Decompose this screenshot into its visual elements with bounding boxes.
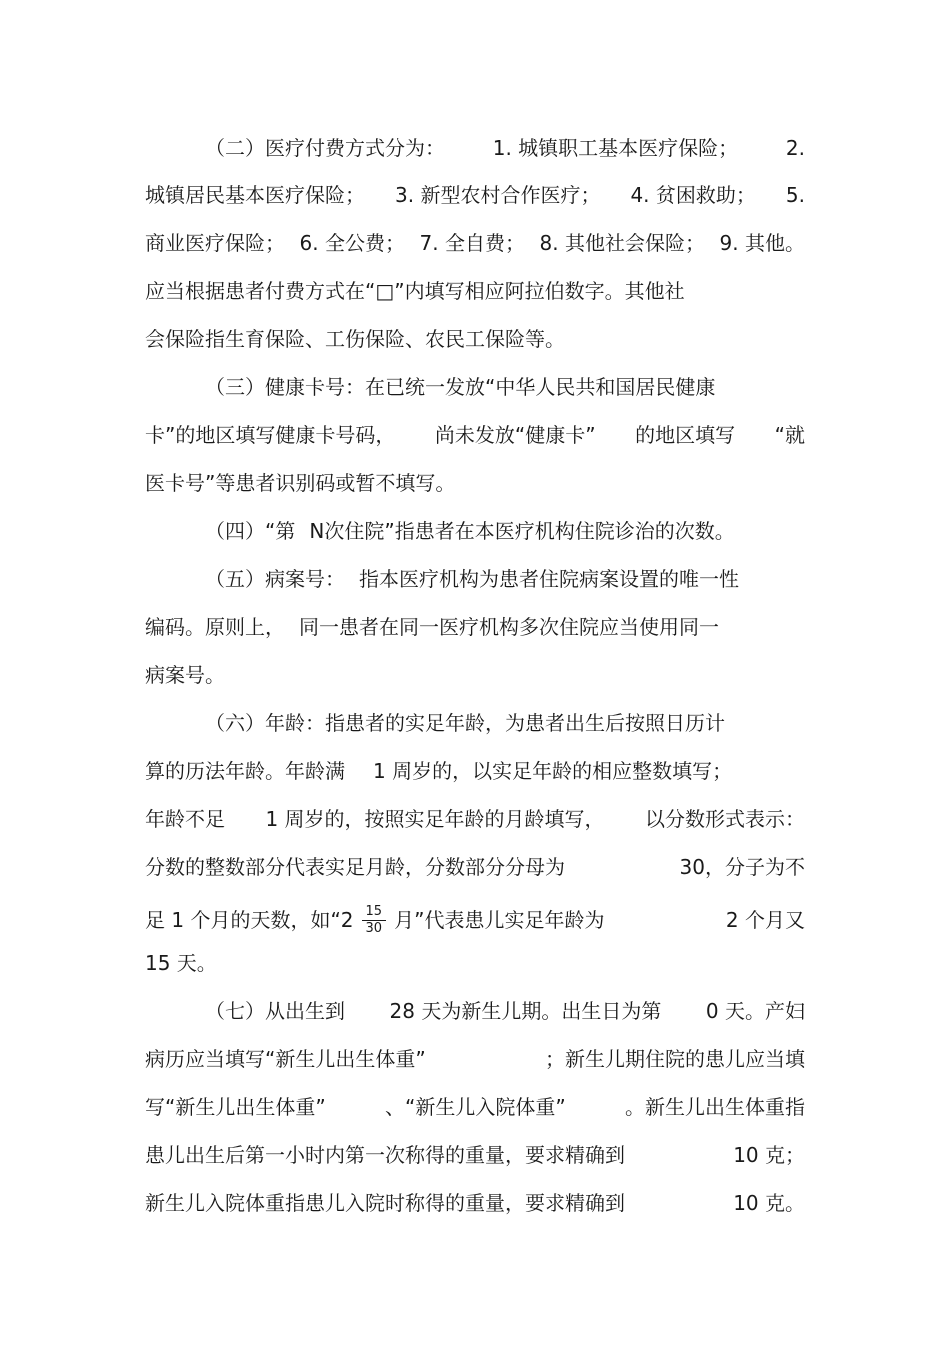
- text: 分数的整数部分代表实足月龄，分数部分分母为: [145, 855, 565, 879]
- p7-line-2: [145, 1042, 805, 1076]
- text: 写“新生儿出生体重”: [145, 1095, 326, 1119]
- p2-line-2: [145, 178, 805, 212]
- text: 年龄不足: [145, 807, 225, 831]
- p6-line-6: [145, 946, 805, 980]
- p2-line-5: [145, 322, 805, 356]
- text: 3. 新型农村合作医疗；: [395, 183, 601, 207]
- text: 算的历法年龄。年龄满: [145, 759, 345, 783]
- p5-line-1: [205, 562, 805, 596]
- text: 编码。原则上，: [145, 615, 285, 639]
- text: 1 周岁的，以实足年龄的相应整数填写；: [373, 759, 733, 783]
- text: 9. 其他。: [719, 231, 805, 255]
- text: 2.: [785, 136, 805, 160]
- p2-line-1: [205, 131, 805, 165]
- text: 月”代表患儿实足年龄为: [394, 908, 605, 932]
- text: N次住院”指患者在本医疗机构住院诊治的次数。: [309, 519, 735, 543]
- p6-line-5: [145, 898, 805, 942]
- p6-line-2: [145, 754, 805, 788]
- text: 病案号。: [145, 663, 225, 687]
- text: 新生儿入院体重指患儿入院时称得的重量，要求精确到: [145, 1191, 625, 1215]
- p5-line-3: [145, 658, 805, 692]
- p6-line-4: [145, 850, 805, 884]
- fraction-numerator: 15: [362, 904, 387, 921]
- p7-line-1: [205, 994, 805, 1028]
- p5-line-2: [145, 610, 805, 644]
- text: （六）年龄：指患者的实足年龄，为患者出生后按照日历计: [205, 711, 725, 735]
- p3-line-2: [145, 418, 805, 452]
- text: 30，分子为不: [679, 855, 805, 879]
- text: 商业医疗保险；: [145, 231, 285, 255]
- text: 卡”的地区填写健康卡号码，: [145, 423, 396, 447]
- p7-line-3: [145, 1090, 805, 1124]
- text: 1. 城镇职工基本医疗保险；: [492, 136, 739, 160]
- text: 1 周岁的，按照实足年龄的月龄填写，: [265, 807, 605, 831]
- p2-line-3: [145, 226, 805, 260]
- text: 病历应当填写“新生儿出生体重”: [145, 1047, 426, 1071]
- text: 足 1 个月的天数，如“2: [145, 908, 354, 932]
- fraction-phrase: [145, 903, 604, 937]
- p6-line-1: [205, 706, 805, 740]
- text: 4. 贫困救助；: [630, 183, 756, 207]
- text: （七）从出生到: [205, 999, 345, 1023]
- text: 7. 全自费；: [419, 231, 525, 255]
- text: 以分数形式表示：: [645, 807, 805, 831]
- fraction-denominator: 30: [365, 920, 383, 936]
- text: 医卡号”等患者识别码或暂不填写。: [145, 471, 456, 495]
- text: 。新生儿出生体重指: [625, 1095, 805, 1119]
- text: 指本医疗机构为患者住院病案设置的唯一性: [359, 567, 739, 591]
- p6-line-3: [145, 802, 805, 836]
- text: （三）健康卡号：在已统一发放“中华人民共和国居民健康: [205, 375, 716, 399]
- text: 5.: [785, 183, 805, 207]
- text: “就: [774, 423, 805, 447]
- text: 同一患者在同一医疗机构多次住院应当使用同一: [299, 615, 719, 639]
- text: 8. 其他社会保险；: [539, 231, 705, 255]
- p3-line-3: [145, 466, 805, 500]
- text: 6. 全公费；: [299, 231, 405, 255]
- text: 患儿出生后第一小时内第一次称得的重量，要求精确到: [145, 1143, 625, 1167]
- text: 0 天。产妇: [705, 999, 805, 1023]
- p4-line-1: [205, 514, 805, 548]
- text: （四）“第: [205, 519, 296, 543]
- text: 应当根据患者付费方式在“□”内填写相应阿拉伯数字。其他社: [145, 279, 685, 303]
- p2-line-4: [145, 274, 805, 308]
- text: 尚未发放“健康卡”: [434, 423, 596, 447]
- text: 15 天。: [145, 951, 217, 975]
- fraction: [362, 904, 387, 937]
- p3-line-1: [205, 370, 805, 404]
- text: 28 天为新生儿期。出生日为第: [389, 999, 662, 1023]
- text: 城镇居民基本医疗保险；: [145, 183, 365, 207]
- text: 会保险指生育保险、工伤保险、农民工保险等。: [145, 327, 565, 351]
- text: 的地区填写: [635, 423, 736, 447]
- text: 10 克。: [733, 1191, 805, 1215]
- p7-line-5: [145, 1186, 805, 1220]
- text: （二）医疗付费方式分为：: [205, 136, 445, 160]
- text: 、“新生儿入院体重”: [385, 1095, 566, 1119]
- p7-line-4: [145, 1138, 805, 1172]
- text: ；新生儿期住院的患儿应当填: [545, 1047, 805, 1071]
- text: 2 个月又: [725, 908, 805, 932]
- text: （五）病案号：: [205, 567, 345, 591]
- text: 10 克；: [733, 1143, 805, 1167]
